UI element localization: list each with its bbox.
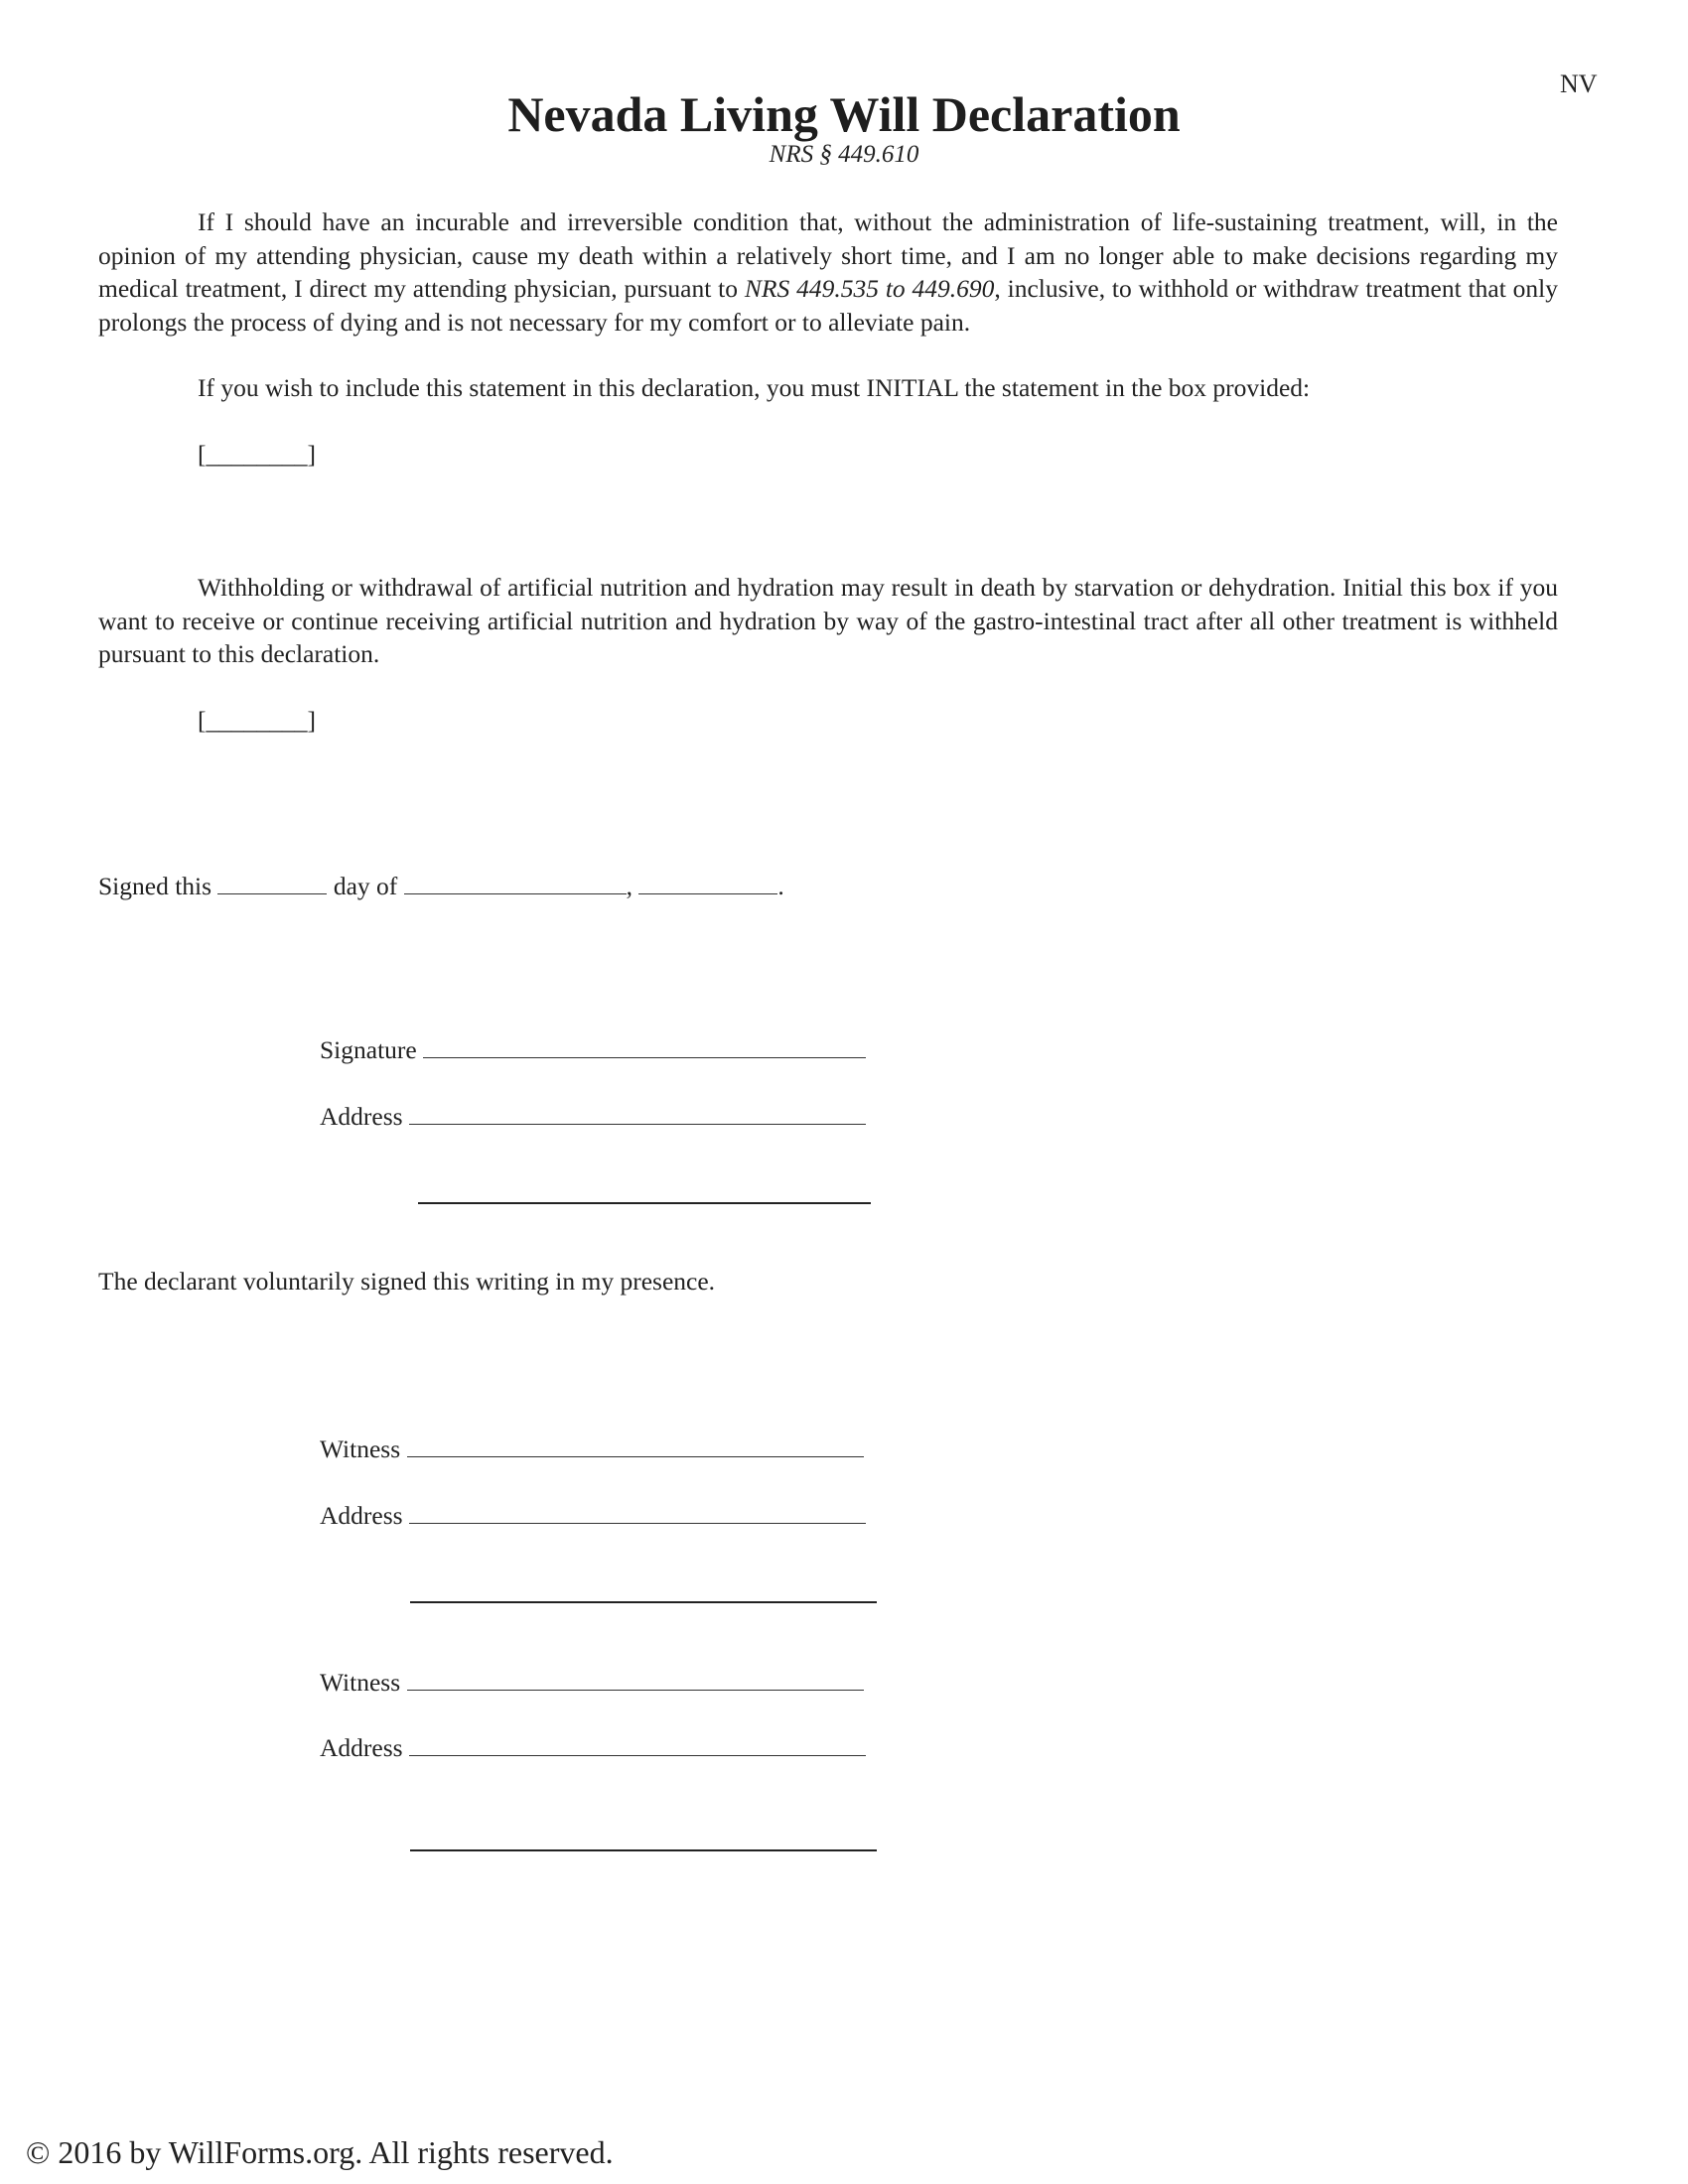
initial-box-nutrition-hydration[interactable]: [________]: [198, 706, 316, 735]
initial-box-life-sustaining[interactable]: [________]: [198, 440, 316, 469]
witness1-address-line-2[interactable]: [410, 1601, 877, 1603]
signed-date-line: [98, 872, 784, 901]
address-label: Address: [320, 1102, 403, 1131]
witness1-label: Witness: [320, 1434, 401, 1463]
day-of-label: day of: [333, 872, 398, 900]
witness1-signature-field[interactable]: [407, 1436, 864, 1457]
nutrition-hydration-paragraph: [98, 571, 1558, 671]
statute-citation: NRS 449.535 to 449.690: [744, 274, 995, 303]
witness1-address-row: [320, 1501, 866, 1531]
witness1-address-label: Address: [320, 1501, 403, 1530]
witness2-address-field[interactable]: [409, 1735, 866, 1756]
document-title: Nevada Living Will Declaration: [507, 86, 1181, 142]
signature-label: Signature: [320, 1035, 417, 1064]
date-comma: ,: [626, 872, 633, 900]
witness1-address-field[interactable]: [409, 1503, 866, 1524]
initial-instruction-paragraph: [98, 371, 1558, 405]
date-period: .: [777, 872, 784, 900]
signed-this-label: Signed this: [98, 872, 212, 900]
initial-instruction-text: If you wish to include this statement in this declaration, you must INITIAL the statement in the box provided:: [198, 373, 1311, 402]
signature-row: [320, 1035, 866, 1065]
declarant-address-field[interactable]: [409, 1104, 866, 1125]
witness2-address-label: Address: [320, 1733, 403, 1762]
declaration-text-part1: If I should have an incurable and irreversible condition that, without the administration of life-sustaining treatment, will, in the opinion of my attending physician, cause my death within a relatively short time, and I am no longer able to make decisions regarding my medical treatment, I direct my attending physician, pursuant to: [98, 207, 1558, 303]
declarant-address-row: [320, 1102, 866, 1132]
declaration-paragraph: [98, 205, 1558, 339]
witness2-signature-field[interactable]: [407, 1670, 864, 1691]
witness2-address-line-2[interactable]: [410, 1849, 877, 1851]
witness1-row: [320, 1434, 864, 1464]
declaration-text-part2: , inclusive, to withhold or withdraw treatment that only prolongs the process of dying and is not necessary for my comfort or to alleviate pain.: [98, 274, 1558, 337]
statute-reference: NRS § 449.610: [769, 141, 919, 168]
witness2-address-row: [320, 1733, 866, 1763]
month-field[interactable]: [404, 874, 627, 894]
copyright-notice: © 2016 by WillForms.org. All rights reserved.: [26, 2134, 614, 2170]
witness2-label: Witness: [320, 1668, 401, 1697]
nutrition-hydration-text: Withholding or withdrawal of artificial nutrition and hydration may result in death by starvation or dehydration. Initial this box if you want to receive or continue receiving artificial nutrition and hydration by way of the gastro-intestinal tract after all other treatment is withheld pursuant to this declaration.: [98, 573, 1558, 668]
signature-field[interactable]: [423, 1037, 866, 1058]
state-code: NV: [1560, 69, 1598, 98]
witness-statement: The declarant voluntarily signed this writing in my presence.: [98, 1267, 716, 1296]
day-field[interactable]: [217, 874, 327, 894]
year-field[interactable]: [638, 874, 777, 894]
declarant-address-line-2[interactable]: [418, 1202, 871, 1204]
witness2-row: [320, 1668, 864, 1698]
